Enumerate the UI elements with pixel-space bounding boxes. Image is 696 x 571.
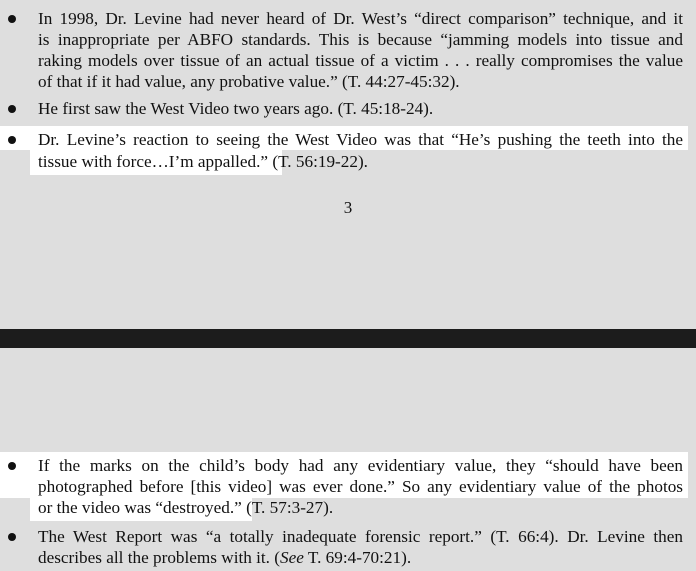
- italic-text: See: [280, 548, 304, 567]
- page-number: 3: [343, 198, 353, 217]
- highlighted-quote: tissue with force…I’m appalled.”: [38, 152, 269, 171]
- page-separator: [0, 329, 696, 348]
- text-line: He first saw the West Video two years ago. (T. 45:18-24).: [38, 99, 434, 118]
- text-line: The West Report was “a totally inadequate forensic report.” (T. 66:4). Dr. Levine then: [38, 527, 683, 546]
- text-line: Dr. Levine’s reaction to seeing the West Video was that “He’s pushing the teeth into the: [38, 130, 683, 149]
- bullet-icon: [8, 136, 16, 144]
- citation: (T. 56:19-22).: [272, 152, 368, 171]
- text-line: If the marks on the child’s body had any evidentiary value, they “should have been: [38, 456, 683, 475]
- bullet-icon: [8, 105, 16, 113]
- text-span: describes all the problems with it. (: [38, 548, 281, 567]
- bullet-icon: [8, 462, 16, 470]
- text-span: T. 69:4-70:21).: [303, 548, 412, 567]
- text-line: [38, 547, 411, 568]
- text-line: photographed before [this video] was ever done.” So any evidentiary value of the photos: [38, 477, 683, 496]
- text-line: [38, 151, 368, 172]
- text-line: raking models over tissue of an actual tissue of a victim . . . really compromises the value: [38, 51, 683, 70]
- document-page-bottom: [0, 348, 696, 571]
- text-line: [38, 497, 333, 518]
- text-line: of that if it had value, any probative value.” (T. 44:27-45:32).: [38, 72, 460, 91]
- text-line: is inappropriate per ABFO standards. This is because “jamming models into tissue and: [38, 30, 683, 49]
- text-line: In 1998, Dr. Levine had never heard of Dr. West’s “direct comparison” technique, and it: [38, 9, 683, 28]
- highlighted-quote: or the video was “destroyed.”: [38, 498, 242, 517]
- citation: (T. 57:3-27).: [246, 498, 334, 517]
- bullet-icon: [8, 533, 16, 541]
- bullet-icon: [8, 15, 16, 23]
